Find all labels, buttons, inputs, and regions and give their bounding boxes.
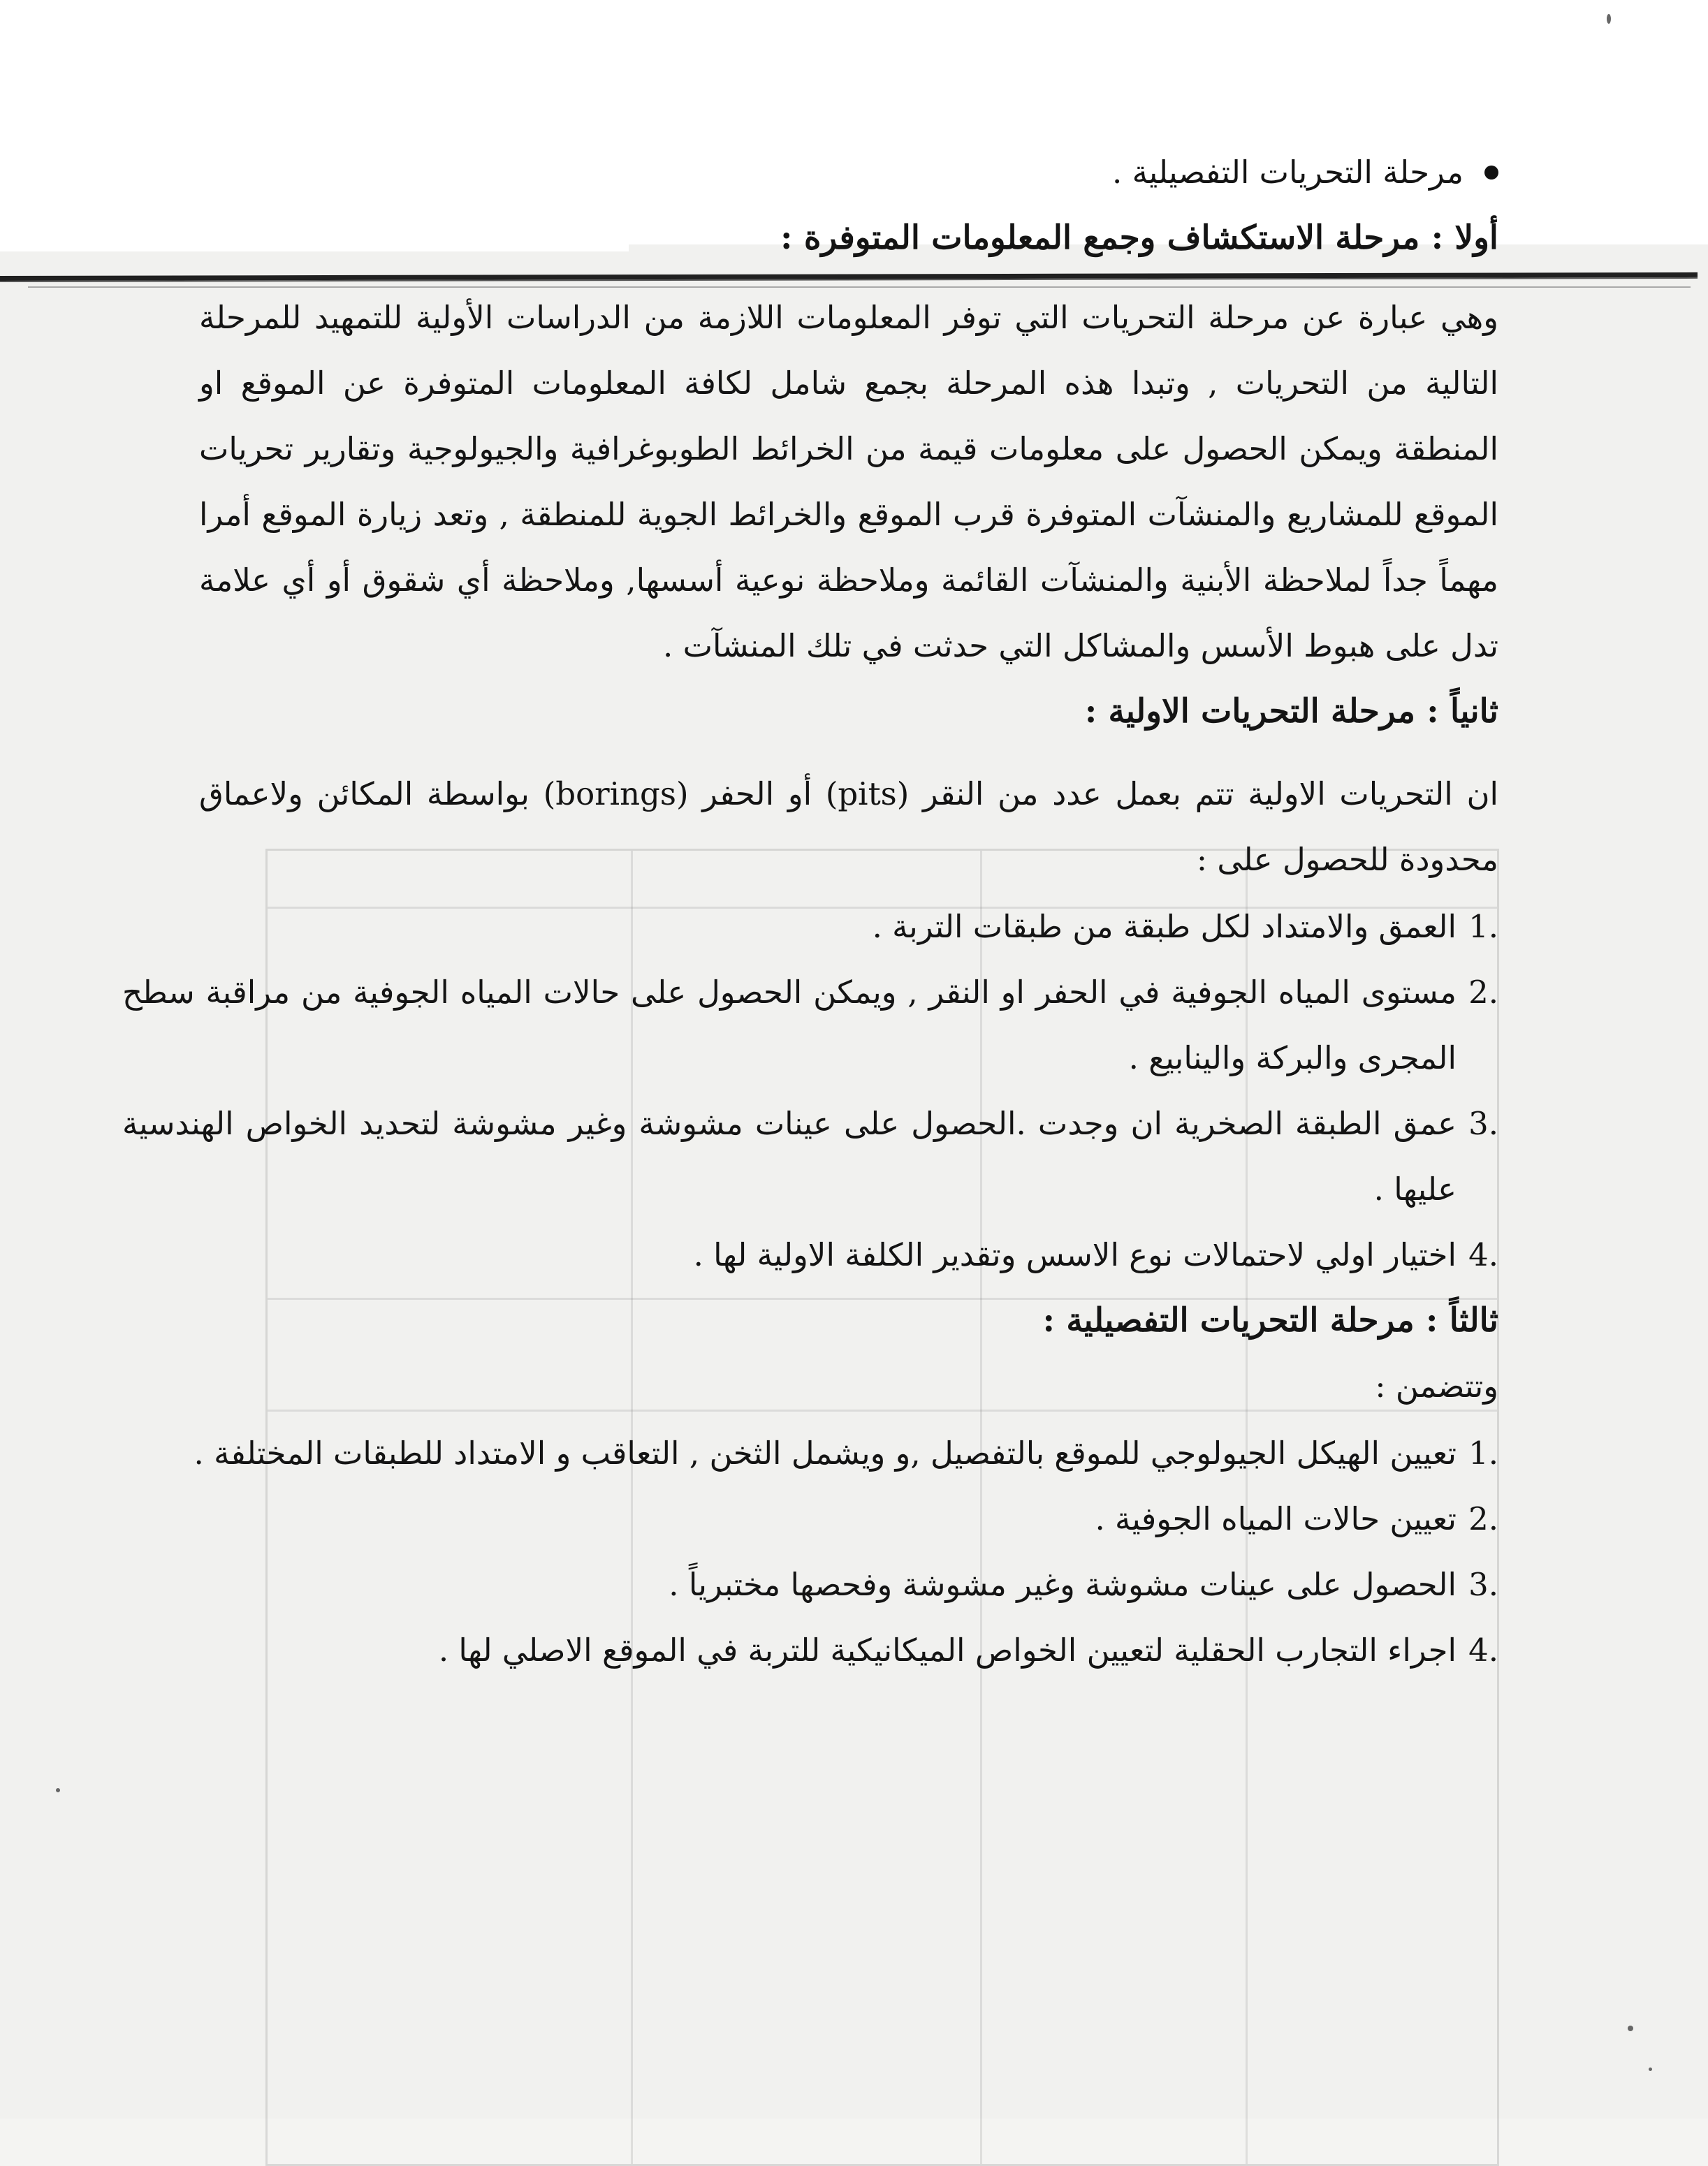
scan-speck bbox=[56, 1788, 60, 1792]
list-text: اجراء التجارب الحقلية لتعيين الخواص الميكانيكية للتربة في الموقع الاصلي لها . bbox=[438, 1632, 1457, 1669]
section-heading-first: أولا : مرحلة الاستكشاف وجمع المعلومات المتوفرة : bbox=[780, 219, 1498, 257]
section-paragraph-first: وهي عبارة عن مرحلة التحريات التي توفر المعلومات اللازمة من الدراسات الأولية للتمهيد للمرحلة التالية من التحريات , وتبدا هذه المرحلة بجمع شامل لكافة المعلومات المتوفرة عن الموقع او المنطقة ويمكن الحصول على معلومات قيمة من الخرائط الطوبوغرافية والجيولوجية وتقارير تحريات الموقع للمشاريع والمنشآت المتوفرة قرب الموقع والخرائط الجوية للمنطقة , وتعد زيارة الموقع أمرا مهماً جداً لملاحظة الأبنية والمنشآت القائمة وملاحظة نوعية أسسها, وملاحظة أي شقوق أو أي علامة تدل على هبوط الأسس والمشاكل التي حدثت في تلك المنشآت . bbox=[199, 299, 1498, 664]
section-intro-second: ان التحريات الاولية تتم بعمل عدد من النقر (pits) أو الحفر (borings) بواسطة المكائن ولاعماق محدودة للحصول على : bbox=[199, 775, 1498, 878]
list-item bbox=[122, 1091, 1498, 1222]
section-intro-third: وتتضمن : bbox=[1375, 1368, 1498, 1405]
scan-speck bbox=[1649, 2068, 1652, 2071]
list-item bbox=[122, 1222, 1498, 1288]
list-number: 3. bbox=[1468, 1105, 1498, 1142]
scan-speck bbox=[1628, 2026, 1633, 2031]
detailed-list bbox=[194, 1421, 1498, 1683]
bullet-dot-icon bbox=[1484, 166, 1498, 180]
list-item bbox=[122, 1552, 1498, 1618]
list-text: الحصول على عينات مشوشة وغير مشوشة وفحصها مختبرياً . bbox=[669, 1566, 1457, 1603]
section-heading-third: ثالثاً : مرحلة التحريات التفصيلية : bbox=[1042, 1301, 1498, 1340]
list-item bbox=[122, 1486, 1498, 1552]
list-item bbox=[122, 894, 1498, 960]
list-number: 4. bbox=[1468, 1632, 1498, 1669]
bullet-text: مرحلة التحريات التفصيلية . bbox=[1111, 154, 1464, 191]
list-text: تعيين حالات المياه الجوفية . bbox=[1095, 1500, 1457, 1537]
list-number: 3. bbox=[1468, 1566, 1498, 1603]
list-text: اختيار اولي لاحتمالات نوع الاسس وتقدير الكلفة الاولية لها . bbox=[693, 1236, 1457, 1273]
list-item bbox=[122, 1618, 1498, 1683]
list-item bbox=[122, 960, 1498, 1091]
list-number: 1. bbox=[1468, 908, 1498, 945]
list-number: 4. bbox=[1468, 1236, 1498, 1273]
list-item bbox=[122, 1421, 1498, 1486]
list-text: تعيين الهيكل الجيولوجي للموقع بالتفصيل ,و ويشمل الثخن , التعاقب و الامتداد للطبقات المختلفة . bbox=[194, 1435, 1457, 1472]
preliminary-list bbox=[122, 894, 1498, 1288]
section-heading-second: ثانياً : مرحلة التحريات الاولية : bbox=[1084, 692, 1498, 731]
document-body bbox=[122, 140, 1498, 1683]
list-number: 2. bbox=[1468, 974, 1498, 1011]
list-number: 1. bbox=[1468, 1435, 1498, 1472]
list-text: عمق الطبقة الصخرية ان وجدت .الحصول على عينات مشوشة وغير مشوشة لتحديد الخواص الهندسية عليها . bbox=[122, 1105, 1457, 1208]
scan-speck bbox=[1607, 14, 1611, 24]
list-text: مستوى المياه الجوفية في الحفر او النقر , ويمكن الحصول على حالات المياه الجوفية من مراقبة سطح المجرى والبركة والينابيع . bbox=[122, 974, 1457, 1076]
list-text: العمق والامتداد لكل طبقة من طبقات التربة . bbox=[872, 908, 1457, 945]
bullet-item bbox=[199, 140, 1498, 205]
list-number: 2. bbox=[1468, 1500, 1498, 1537]
